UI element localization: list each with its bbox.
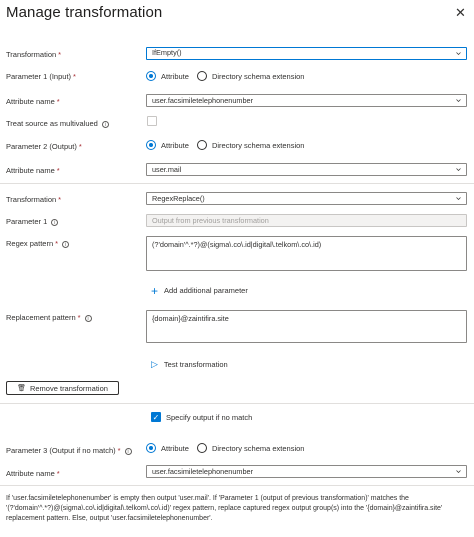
specify-output-checkbox[interactable]: ✓ <box>152 413 160 422</box>
parameter-1-schema-extension-radio[interactable] <box>197 71 207 81</box>
play-icon: ▷ <box>151 359 158 369</box>
parameter-1-attribute-radio[interactable] <box>146 71 156 81</box>
parameter-1b-input: Output from previous transformation <box>146 214 467 227</box>
chevron-down-icon <box>456 196 461 201</box>
info-icon[interactable]: i <box>102 121 109 128</box>
transformation-2-select[interactable]: RegexReplace() <box>146 192 467 205</box>
attribute-name-2-label: Attribute name * <box>6 166 60 175</box>
section-divider-2 <box>0 403 474 404</box>
multivalued-checkbox[interactable] <box>147 116 157 126</box>
plus-icon: + <box>151 283 159 298</box>
parameter-1-label: Parameter 1 (Input) * <box>6 72 76 81</box>
attribute-name-3-select[interactable]: user.facsimiletelephonenumber <box>146 465 467 478</box>
attribute-name-select[interactable]: user.facsimiletelephonenumber <box>146 94 467 107</box>
transformation-summary: If 'user.facsimiletelephonenumber' is empty then output 'user.mail'. If 'Parameter 1 (output of previous transformation)' matches the '(?'domain'^.*?)@(sigma\.co\.id|digital\.telkom\.co\.id)' regex pattern, replace captured regex output group(s) into the '{domain}@zaintifira.site' replacement pattern. Else, output 'user.facsimiletelephonenumber'. <box>6 495 443 522</box>
parameter-1-radio-group: Attribute Directory schema extension <box>146 70 312 82</box>
parameter-2-attribute-radio[interactable] <box>146 140 156 150</box>
section-divider-3 <box>0 485 474 486</box>
attribute-name-3-label: Attribute name * <box>6 469 60 478</box>
info-icon[interactable]: i <box>51 219 58 226</box>
remove-transformation-button[interactable]: 🗑 Remove transformation <box>6 381 119 395</box>
test-transformation-button[interactable]: ▷ Test transformation <box>151 359 228 369</box>
regex-pattern-textarea[interactable]: (?'domain'^.*?)@(sigma\.co\.id|digital\.telkom\.co\.id) <box>146 236 467 271</box>
trash-icon: 🗑 <box>17 385 26 392</box>
multivalued-label: Treat source as multivalued i <box>6 119 109 128</box>
replacement-pattern-label: Replacement pattern * i <box>6 313 92 322</box>
regex-pattern-label: Regex pattern * i <box>6 239 69 248</box>
chevron-down-icon <box>456 167 461 172</box>
parameter-2-schema-extension-radio[interactable] <box>197 140 207 150</box>
close-icon[interactable]: ✕ <box>455 5 466 20</box>
parameter-2-label: Parameter 2 (Output) * <box>6 142 82 151</box>
transformation-2-label: Transformation * <box>6 195 62 204</box>
attribute-name-2-select[interactable]: user.mail <box>146 163 467 176</box>
transformation-select[interactable]: IfEmpty() <box>146 47 467 60</box>
parameter-3-attribute-radio[interactable] <box>146 443 156 453</box>
parameter-2-radio-group: Attribute Directory schema extension <box>146 139 312 151</box>
panel-title: Manage transformation <box>6 4 163 21</box>
parameter-1b-label: Parameter 1 i <box>6 217 58 226</box>
parameter-3-schema-extension-radio[interactable] <box>197 443 207 453</box>
parameter-3-label: Parameter 3 (Output if no match) * i <box>6 446 132 455</box>
info-icon[interactable]: i <box>125 448 132 455</box>
attribute-name-label: Attribute name * <box>6 97 60 106</box>
add-parameter-button[interactable]: + Add additional parameter <box>151 283 248 298</box>
transformation-label: Transformation * <box>6 50 62 59</box>
chevron-down-icon <box>456 98 461 103</box>
replacement-pattern-textarea[interactable]: {domain}@zaintifira.site <box>146 310 467 343</box>
info-icon[interactable]: i <box>62 241 69 248</box>
info-icon[interactable]: i <box>85 315 92 322</box>
parameter-3-radio-group: Attribute Directory schema extension <box>146 442 312 454</box>
section-divider <box>0 183 474 184</box>
chevron-down-icon <box>456 469 461 474</box>
chevron-down-icon <box>456 51 461 56</box>
specify-output-row: ✓ Specify output if no match <box>152 412 253 422</box>
